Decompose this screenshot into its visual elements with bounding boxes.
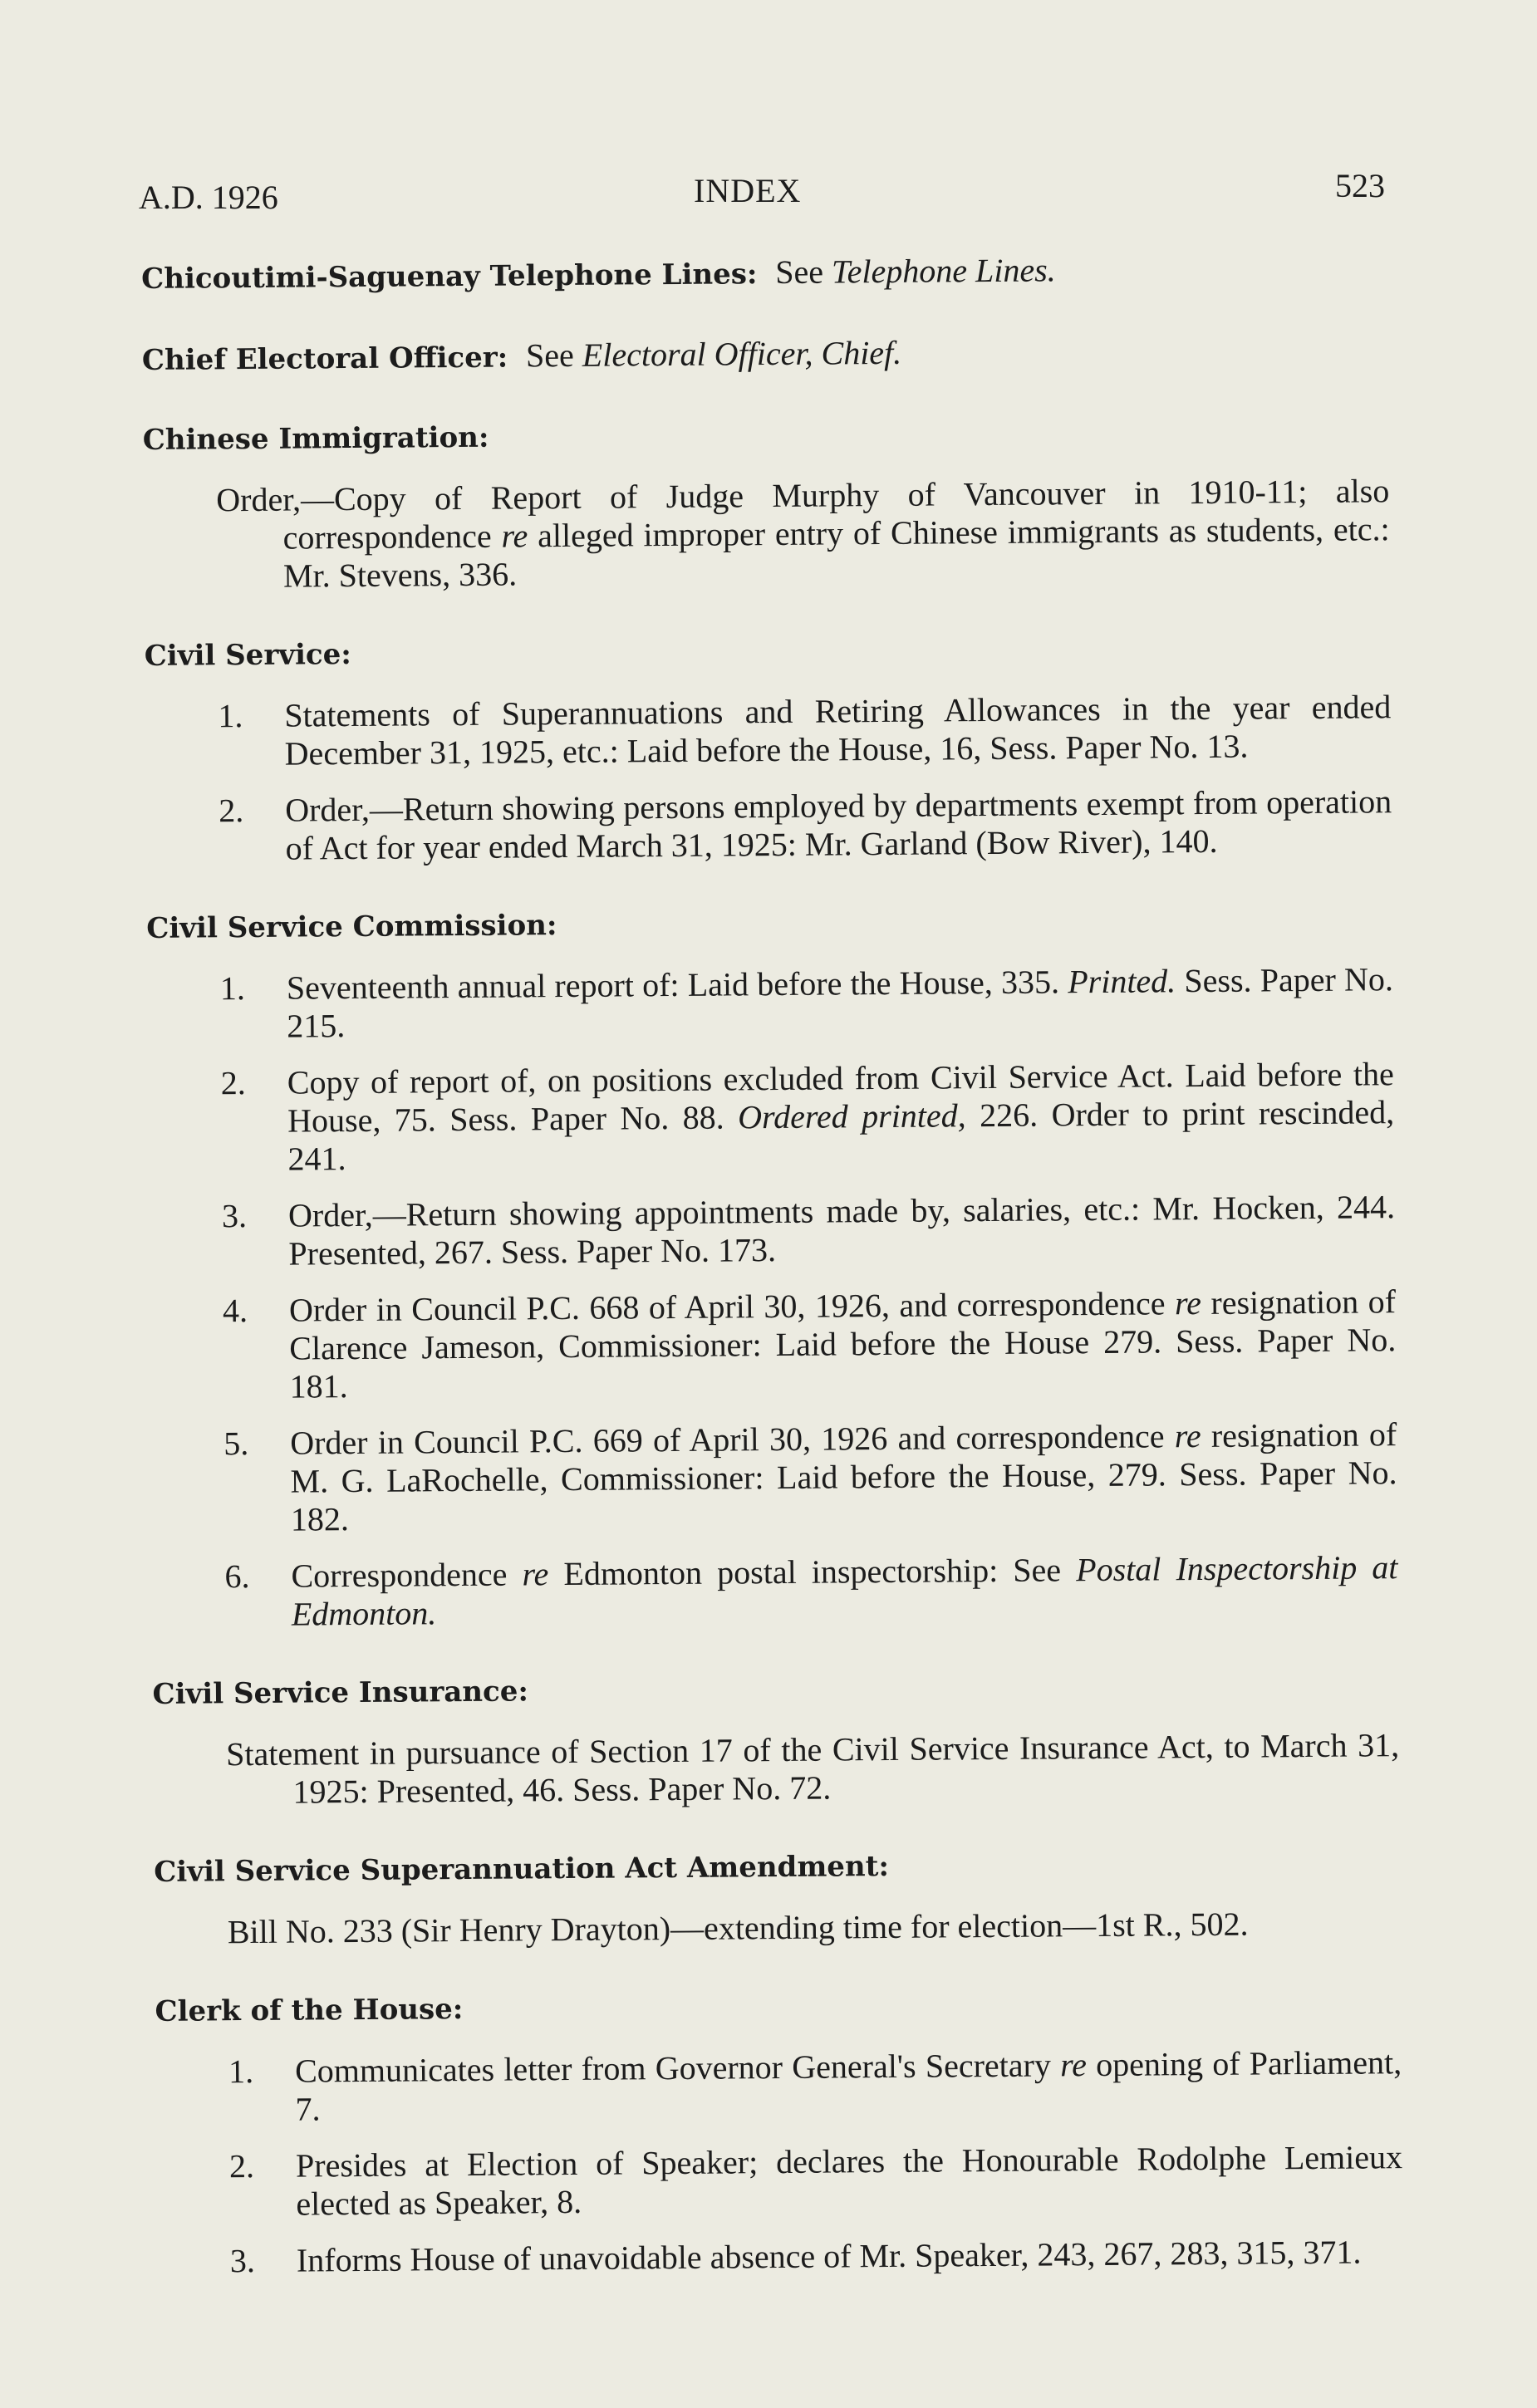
index-entry (152, 1665, 1399, 1812)
entry-text: Statement in pursuance of Section 17 of the Civil Service Insurance Act, to March 31, 1925: Presented, 46. Sess. Paper No. 72. (225, 1726, 1400, 1811)
list-item: 4. Order in Council P.C. 668 of April 30, 1926, and correspondence re resignation of Clarence Jameson, Commissioner: Laid before the House 279. Sess. Paper No. 181. (222, 1282, 1397, 1405)
entry-heading: Chicoutimi-Saguenay Telephone Lines: (141, 257, 758, 296)
entry-heading: Civil Service Insurance: (152, 1675, 529, 1711)
index-entry (141, 248, 1387, 299)
see-prefix: See (525, 336, 575, 375)
list-item: 1. Communicates letter from Governor General's Secretary re opening of Parliament, 7. (228, 2043, 1402, 2128)
list-item: 2. Presides at Election of Speaker; declares the Honourable Rodolphe Lemieux elected as Speaker, 8. (228, 2138, 1403, 2223)
entry-items (145, 688, 1392, 869)
header-year: A.D. 1926 (139, 179, 278, 216)
entry-items (155, 2043, 1403, 2281)
list-item: 3. Order,—Return showing appointments made by, salaries, etc.: Mr. Hocken, 244. Presented, 267. Sess. Paper No. 173. (221, 1188, 1396, 1273)
index-content (141, 248, 1403, 2321)
header-title: INDEX (694, 172, 802, 209)
list-item: 5. Order in Council P.C. 669 of April 30, 1926 and correspondence re resignation of M. G. LaRochelle, Commissioner: Laid before the House, 279. Sess. Paper No. 182. (223, 1415, 1397, 1538)
index-entry (145, 626, 1392, 869)
list-item: 3. Informs House of unavoidable absence of Mr. Speaker, 243, 267, 283, 315, 371. (229, 2233, 1362, 2280)
see-target: Electoral Officer, Chief. (582, 333, 902, 374)
entry-text: Order,—Copy of Report of Judge Murphy of Vancouver in 1910-11; also correspondence re alleged improper entry of Chinese immigrants as students, etc.: Mr. Stevens, 336. (216, 472, 1390, 595)
entry-heading: Chinese Immigration: (142, 420, 489, 457)
index-entry (143, 410, 1391, 596)
entry-heading: Civil Service Commission: (146, 909, 557, 945)
index-entry (154, 1842, 1401, 1952)
list-item: 1. Statements of Superannuations and Retiring Allowances in the year ended December 31, 1925, etc.: Laid before the House, 16, Sess. Paper No. 13. (218, 688, 1392, 772)
see-prefix: See (775, 253, 824, 292)
entry-items (147, 960, 1398, 1635)
list-item: 6. Correspondence re Edmonton postal inspectorship: See Postal Inspectorship at Edmonton. (224, 1548, 1398, 1633)
entry-heading: Chief Electoral Officer: (141, 341, 508, 377)
list-item: 1. Seventeenth annual report of: Laid before the House, 335. Printed. Sess. Paper No. 215. (219, 960, 1394, 1045)
index-entry (155, 1982, 1403, 2281)
index-entry (146, 899, 1398, 1635)
entry-heading: Clerk of the House: (155, 1993, 464, 2028)
list-item: 2. Copy of report of, on positions excluded from Civil Service Act. Laid before the House, 75. Sess. Paper No. 88. Ordered printed, 226. Order to print rescinded, 241. (220, 1055, 1395, 1178)
entry-heading: Civil Service Superannuation Act Amendment: (154, 1849, 890, 1889)
entry-text: Bill No. 233 (Sir Henry Drayton)—extending time for election—1st R., 502. (227, 1905, 1249, 1951)
index-entry (142, 329, 1388, 380)
page-header (139, 166, 1385, 216)
list-item: 2. Order,—Return showing persons employed by departments exempt from operation of Act for year ended March 31, 1925: Mr. Garland (Bow River), 140. (219, 782, 1392, 867)
see-target: Telephone Lines. (831, 251, 1056, 291)
page-number: 523 (1335, 167, 1385, 204)
entry-heading: Civil Service: (144, 638, 351, 673)
